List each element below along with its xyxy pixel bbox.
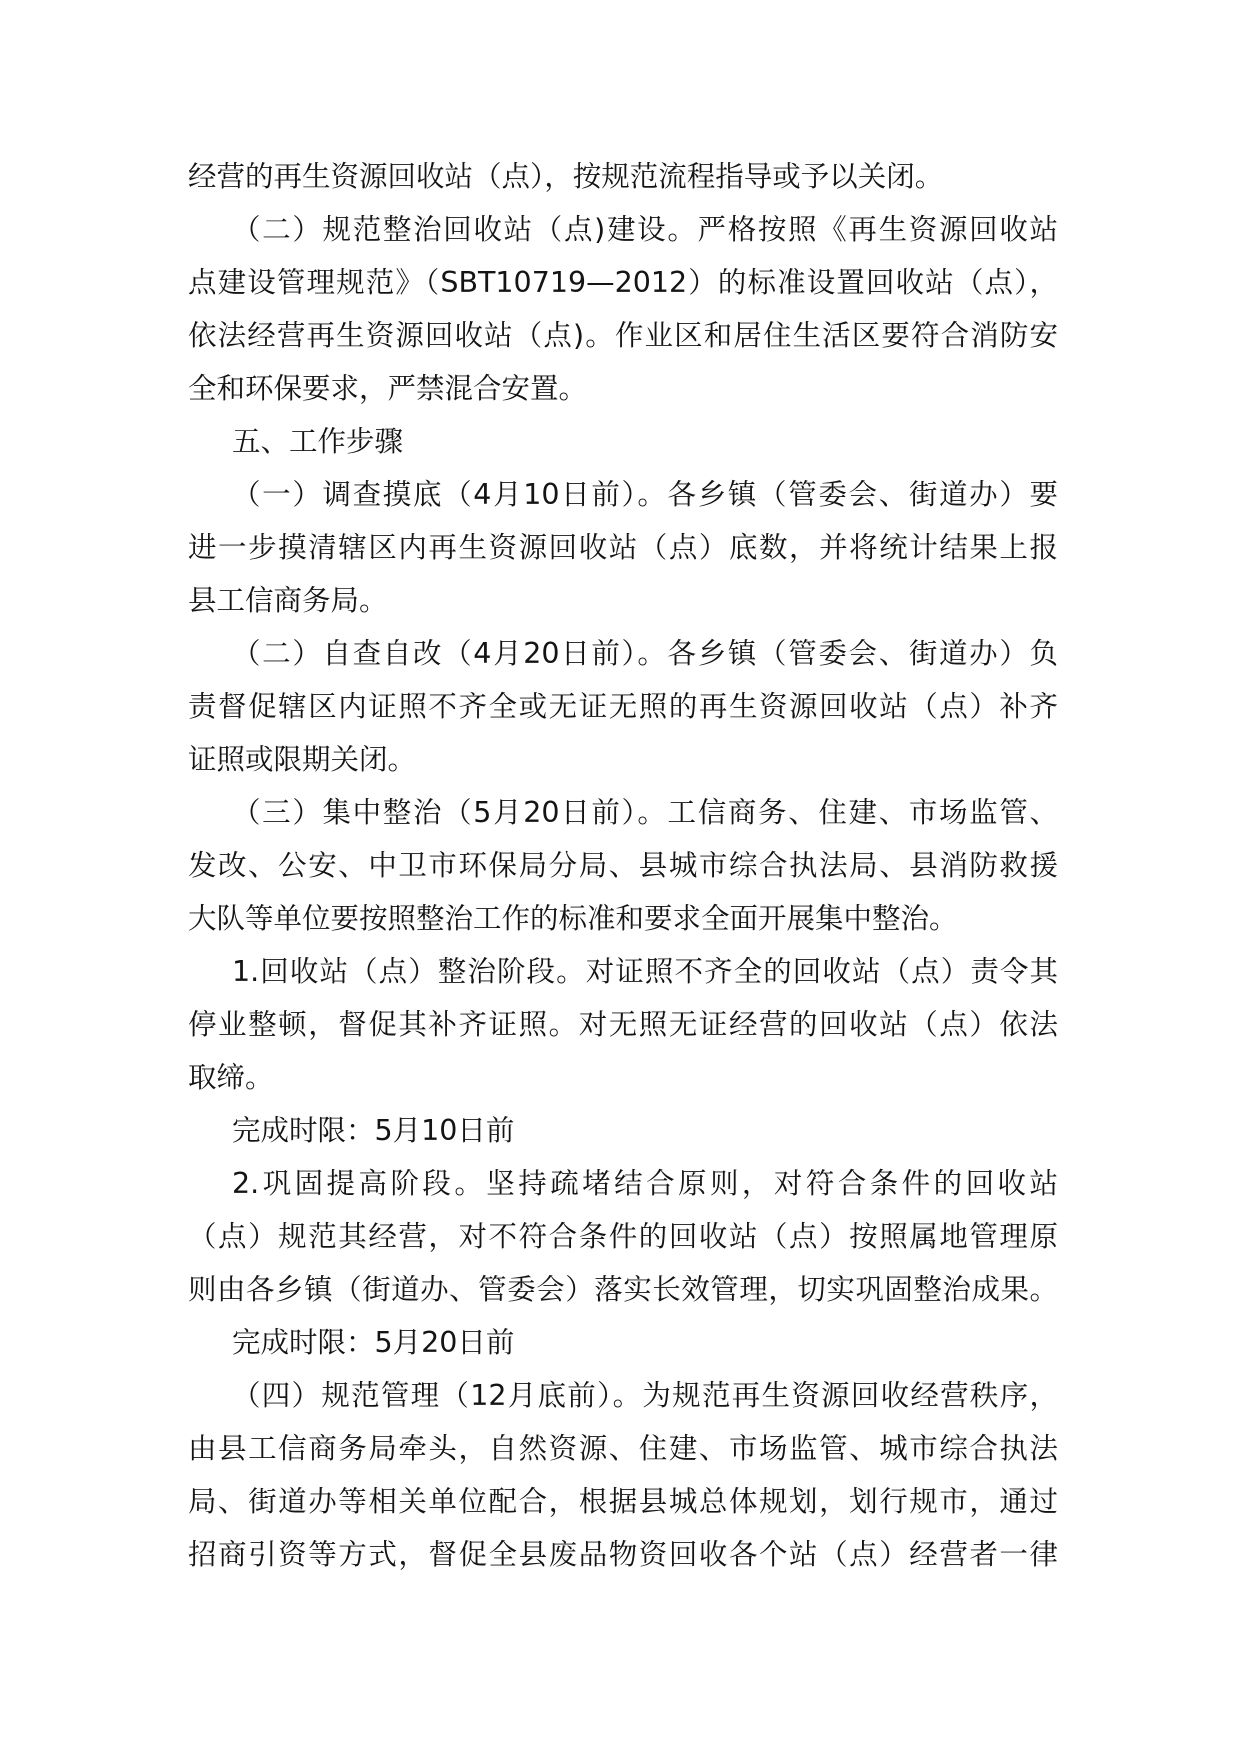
text-line: 证照或限期关闭。 — [188, 743, 417, 776]
text-line: 责督促辖区内证照不齐全或无证无照的再生资源回收站（点）补齐 — [188, 690, 1058, 723]
text-line: （四）规范管理（12月底前）。为规范再生资源回收经营秩序， — [232, 1379, 1058, 1412]
text-line: 发改、公安、中卫市环保局分局、县城市综合执法局、县消防救援 — [188, 849, 1058, 882]
text-line: 停业整顿，督促其补齐证照。对无照无证经营的回收站（点）依法 — [188, 1008, 1058, 1041]
text-line: 县工信商务局。 — [188, 584, 388, 617]
text-line: 则由各乡镇（街道办、管委会）落实长效管理，切实巩固整治成果。 — [188, 1273, 1058, 1306]
text-line: 1.回收站（点）整治阶段。对证照不齐全的回收站（点）责令其 — [232, 955, 1058, 988]
text-line: 点建设管理规范》（SBT10719—2012）的标准设置回收站（点）， — [188, 266, 1058, 299]
text-line: 经营的再生资源回收站（点），按规范流程指导或予以关闭。 — [188, 160, 944, 193]
text-line: 进一步摸清辖区内再生资源回收站（点）底数，并将统计结果上报 — [188, 531, 1058, 564]
text-line: （二）自查自改（4月20日前）。各乡镇（管委会、街道办）负 — [232, 637, 1058, 670]
text-line: 全和环保要求，严禁混合安置。 — [188, 372, 588, 405]
text-line: 2.巩固提高阶段。坚持疏堵结合原则，对符合条件的回收站 — [232, 1167, 1058, 1200]
text-line: 局、街道办等相关单位配合，根据县城总体规划，划行规市，通过 — [188, 1485, 1058, 1518]
text-line: 由县工信商务局牵头，自然资源、住建、市场监管、城市综合执法 — [188, 1432, 1058, 1465]
document-body — [188, 150, 1058, 1581]
text-line: （三）集中整治（5月20日前）。工信商务、住建、市场监管、 — [232, 796, 1058, 829]
text-line: 五、工作步骤 — [232, 425, 404, 458]
text-line: 完成时限：5月10日前 — [232, 1114, 515, 1147]
text-line: 完成时限：5月20日前 — [232, 1326, 515, 1359]
text-line: 取缔。 — [188, 1061, 274, 1094]
text-line: （二）规范整治回收站（点)建设。严格按照《再生资源回收站 — [232, 213, 1058, 246]
text-line: 招商引资等方式，督促全县废品物资回收各个站（点）经营者一律 — [188, 1538, 1058, 1571]
text-line: 大队等单位要按照整治工作的标准和要求全面开展集中整治。 — [188, 902, 958, 935]
text-line: （点）规范其经营，对不符合条件的回收站（点）按照属地管理原 — [188, 1220, 1058, 1253]
text-line: （一）调查摸底（4月10日前）。各乡镇（管委会、街道办）要 — [232, 478, 1058, 511]
text-line: 依法经营再生资源回收站（点)。作业区和居住生活区要符合消防安 — [188, 319, 1058, 352]
